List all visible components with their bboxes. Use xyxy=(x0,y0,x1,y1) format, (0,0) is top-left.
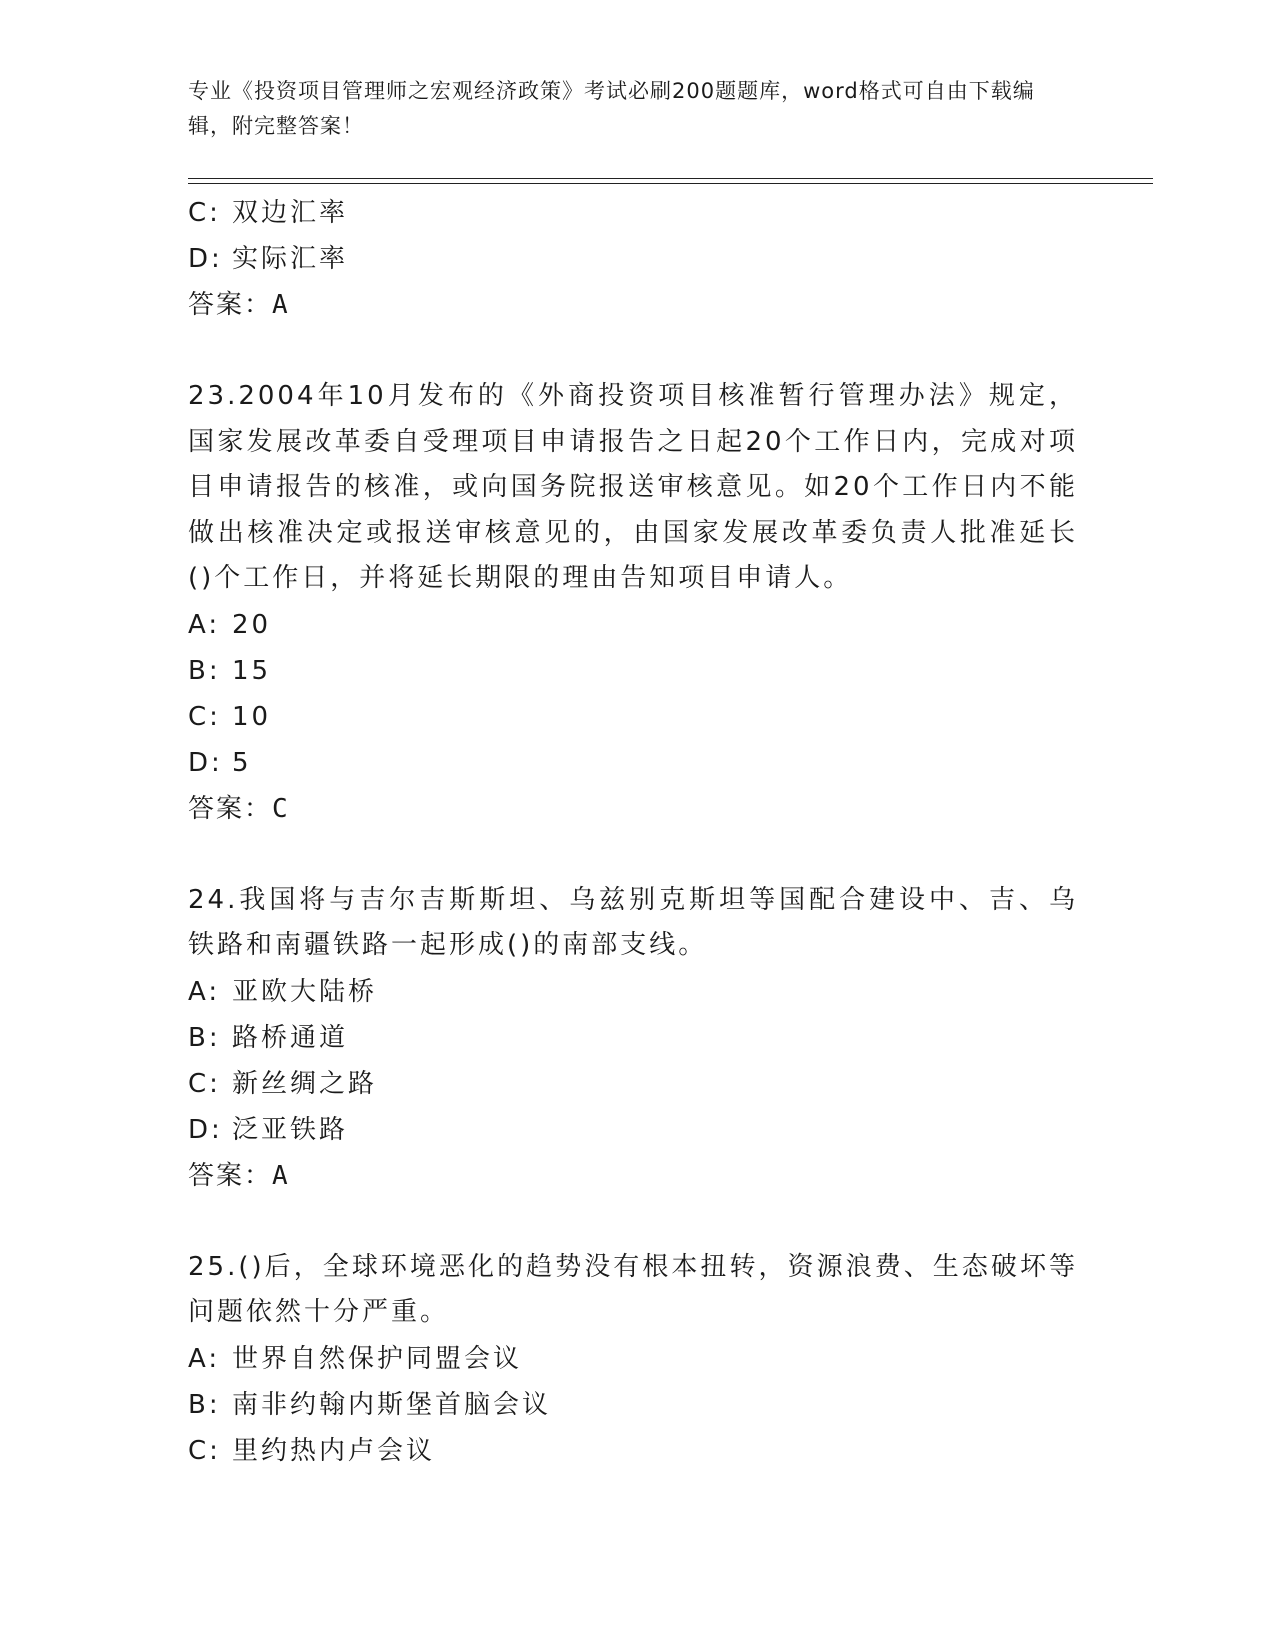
option-key: B: xyxy=(188,655,221,686)
option-c xyxy=(188,694,1078,740)
question-25-stem: 25.()后，全球环境恶化的趋势没有根本扭转，资源浪费、生态破坏等问题依然十分严重。 xyxy=(188,1251,1078,1327)
question-24-stem: 24.我国将与吉尔吉斯斯坦、乌兹别克斯坦等国配合建设中、吉、乌铁路和南疆铁路一起形成()的南部支线。 xyxy=(188,884,1078,960)
option-d xyxy=(188,740,1078,786)
option-c xyxy=(188,190,1078,236)
option-b xyxy=(188,648,1078,694)
option-key: C: xyxy=(188,1068,221,1099)
question-23-stem: 23.2004年10月发布的《外商投资项目核准暂行管理办法》规定，国家发展改革委自受理项目申请报告之日起20个工作日内，完成对项目申请报告的核准，或向国务院报送审核意见。如20个工作日内不能做出核准决定或报送审核意见的，由国家发展改革委负责人批准延长()个工作日，并将延长期限的理由告知项目申请人。 xyxy=(188,381,1078,593)
option-text: 10 xyxy=(232,701,272,732)
option-text: 亚欧大陆桥 xyxy=(232,976,378,1007)
option-key: A: xyxy=(188,976,221,1007)
option-text: 实际汇率 xyxy=(232,244,349,274)
option-text: 新丝绸之路 xyxy=(232,1068,378,1099)
option-a xyxy=(188,1336,1078,1382)
option-text: 南非约翰内斯堡首脑会议 xyxy=(232,1389,552,1420)
document-body xyxy=(188,190,1078,1474)
option-key: B: xyxy=(188,1022,221,1053)
option-key: C: xyxy=(188,1435,221,1466)
answer-line xyxy=(188,786,1078,832)
option-text: 5 xyxy=(232,747,252,778)
option-key: C: xyxy=(188,701,221,732)
option-text: 世界自然保护同盟会议 xyxy=(232,1343,523,1374)
answer-label: 答案： xyxy=(188,793,273,824)
header-divider xyxy=(188,178,1153,184)
option-key: B: xyxy=(188,1389,221,1420)
option-key: D: xyxy=(188,1114,223,1145)
answer-value: A xyxy=(272,1160,290,1191)
option-c xyxy=(188,1428,1078,1474)
option-key: A: xyxy=(188,1343,221,1374)
option-d xyxy=(188,1107,1078,1153)
option-text: 里约热内卢会议 xyxy=(232,1435,436,1466)
answer-line xyxy=(188,282,1078,328)
option-b xyxy=(188,1015,1078,1061)
option-c xyxy=(188,1061,1078,1107)
option-key: D: xyxy=(188,747,223,778)
option-a xyxy=(188,969,1078,1015)
answer-label: 答案： xyxy=(188,1160,273,1191)
option-text: 15 xyxy=(232,655,272,686)
option-b xyxy=(188,1382,1078,1428)
option-text: 双边汇率 xyxy=(232,198,349,228)
option-d xyxy=(188,236,1078,282)
option-text: 泛亚铁路 xyxy=(232,1114,349,1145)
option-key: C: xyxy=(188,198,221,228)
answer-value: C xyxy=(272,793,290,824)
option-text: 20 xyxy=(232,609,272,640)
option-a xyxy=(188,602,1078,648)
option-key: D: xyxy=(188,244,223,274)
option-text: 路桥通道 xyxy=(232,1022,349,1053)
answer-label: 答案： xyxy=(188,290,273,320)
answer-value: A xyxy=(272,290,290,320)
option-key: A: xyxy=(188,609,221,640)
document-header: 专业《投资项目管理师之宏观经济政策》考试必刷200题题库，word格式可自由下载编辑，附完整答案！ xyxy=(188,79,1035,138)
answer-line xyxy=(188,1153,1078,1199)
